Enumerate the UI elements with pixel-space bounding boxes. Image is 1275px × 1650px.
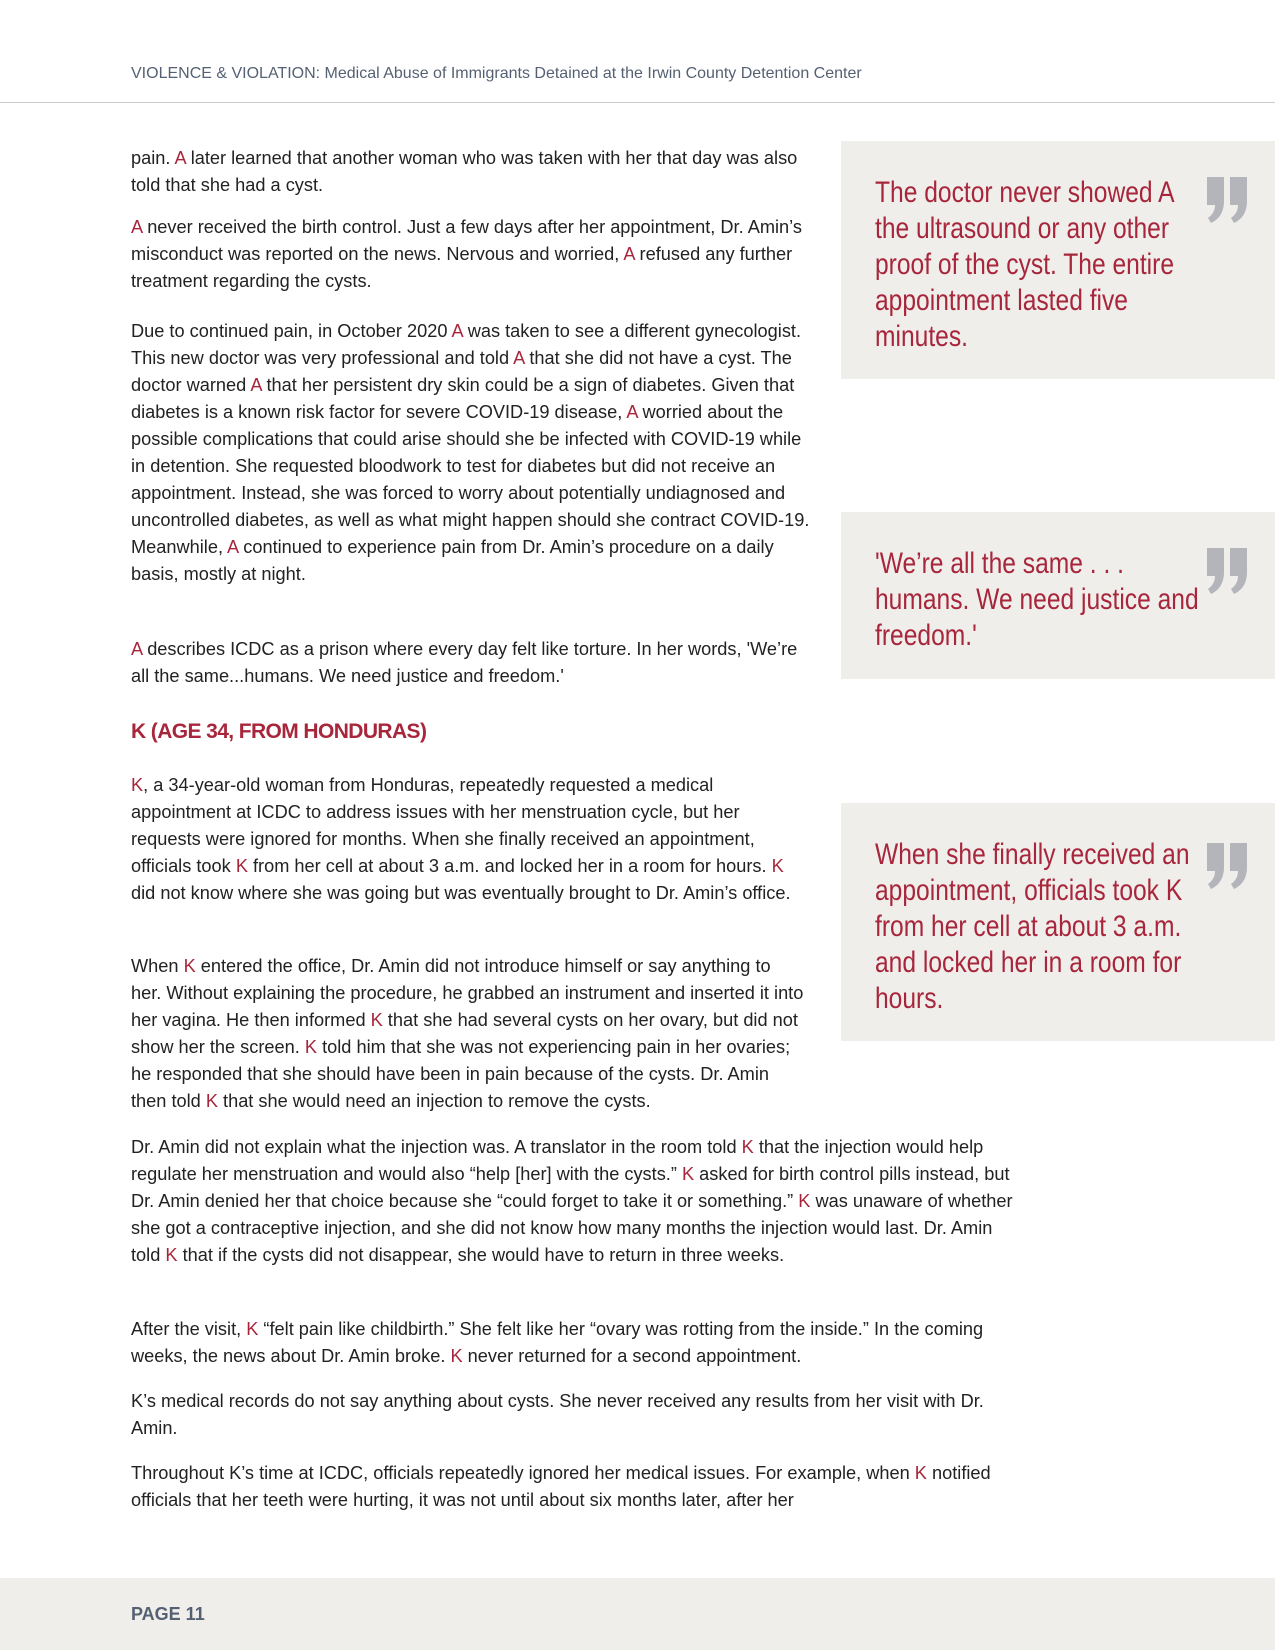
initial-k: K bbox=[246, 1319, 259, 1339]
paragraph-a-3 bbox=[131, 318, 811, 588]
pull-quote-text: When she finally received an appointment, officials took K from her cell at about 3 a.m. and locked her in a room for hours. bbox=[875, 838, 1190, 1015]
pull-quote-2 bbox=[841, 512, 1275, 679]
initial-a: A bbox=[451, 321, 463, 341]
text: When bbox=[131, 956, 184, 976]
paragraph-a-1 bbox=[131, 145, 806, 199]
initial-k: K bbox=[304, 1037, 318, 1057]
text: K’s medical records do not say anything about cysts. She never received any results from her visit with Dr. Amin. bbox=[131, 1391, 984, 1438]
text: “felt pain like childbirth.” She felt like her “ovary was rotting from the inside.” In the coming weeks, the news about Dr. Amin broke. bbox=[131, 1319, 984, 1366]
paragraph-k-2 bbox=[131, 953, 806, 1115]
page-header bbox=[0, 0, 1275, 103]
initial-a: A bbox=[250, 375, 262, 395]
initial-k: K bbox=[235, 856, 248, 876]
initial-a: A bbox=[131, 217, 143, 237]
page-number: PAGE 11 bbox=[131, 1604, 205, 1624]
text: describes ICDC as a prison where every day felt like torture. In her words, 'We’re all the same...humans. We need justice and freedom.' bbox=[131, 639, 798, 686]
text: never received the birth control. Just a few days after her appointment, Dr. Amin’s misconduct was reported on the news. Nervous and worried, bbox=[131, 217, 802, 264]
paragraph-a-4 bbox=[131, 636, 806, 690]
quote-mark-icon bbox=[1205, 548, 1249, 594]
paragraph-k-5 bbox=[131, 1388, 1016, 1442]
pull-quote-3 bbox=[841, 803, 1275, 1041]
paragraph-k-4 bbox=[131, 1316, 1016, 1370]
text: After the visit, bbox=[131, 1319, 247, 1339]
paragraph-k-3 bbox=[131, 1134, 1016, 1269]
text: did not know where she was going but was eventually brought to Dr. Amin’s office. bbox=[131, 883, 791, 903]
text: notified officials that her teeth were hurting, it was not until about six months later, after her bbox=[131, 1463, 991, 1510]
page-footer bbox=[0, 1578, 1275, 1650]
pull-quote-text: 'We’re all the same . . . humans. We need justice and freedom.' bbox=[875, 547, 1199, 652]
quote-mark-icon bbox=[1205, 177, 1249, 223]
text: Throughout K’s time at ICDC, officials repeatedly ignored her medical issues. For example, when bbox=[131, 1463, 915, 1483]
paragraph-k-6 bbox=[131, 1460, 1016, 1514]
initial-k: K bbox=[450, 1346, 463, 1366]
text: pain. bbox=[131, 148, 175, 168]
initial-k: K bbox=[914, 1463, 927, 1483]
initial-k: K bbox=[165, 1245, 178, 1265]
text: entered the office, Dr. Amin did not introduce himself or say anything to her. Without explaining the procedure, he grabbed an instrument and inserted it into her vagina. He then informed bbox=[131, 956, 804, 1030]
pull-quote-text: The doctor never showed A the ultrasound or any other proof of the cyst. The entire appointment lasted five minutes. bbox=[875, 176, 1175, 353]
quote-mark-icon bbox=[1205, 843, 1249, 889]
initial-a: A bbox=[131, 639, 143, 659]
initial-k: K bbox=[741, 1137, 754, 1157]
text: that she would need an injection to remove the cysts. bbox=[217, 1091, 651, 1111]
initial-k: K bbox=[681, 1164, 695, 1184]
text: from her cell at about 3 a.m. and locked her in a room for hours. bbox=[247, 856, 772, 876]
initial-k: K bbox=[771, 856, 784, 876]
text: later learned that another woman who was taken with her that day was also told that she had a cyst. bbox=[131, 148, 798, 195]
text: continued to experience pain from Dr. Amin’s procedure on a daily basis, mostly at night. bbox=[131, 537, 774, 584]
text: worried about the possible complications that could arise should she be infected with COVID-19 while in detention. She requested bloodwork to test for diabetes but did not receive an appointment. Instead, she was forced to worry about potentially undiagnosed and uncontrolled diabetes, as well as what might happen should she contract COVID-19. Meanwhile, bbox=[131, 402, 810, 557]
text: was taken to see a different gynecologist. This new doctor was very professional and told bbox=[131, 321, 802, 368]
text: was unaware of whether she got a contraceptive injection, and she did not know how many months the injection would last. Dr. Amin told bbox=[131, 1191, 1013, 1265]
initial-a: A bbox=[227, 537, 239, 557]
initial-k: K bbox=[205, 1091, 218, 1111]
initial-a: A bbox=[623, 244, 635, 264]
initial-a: A bbox=[174, 148, 186, 168]
paragraph-k-1 bbox=[131, 772, 806, 907]
text: that she did not have a cyst. The doctor warned bbox=[131, 348, 792, 395]
initial-k: K bbox=[183, 956, 196, 976]
text: asked for birth control pills instead, but Dr. Amin denied her that choice because she “could forget to take it or something.” bbox=[131, 1164, 1010, 1211]
text: told him that she was not experiencing pain in her ovaries; he responded that she should have been in pain because of the cysts. Dr. Amin then told bbox=[131, 1037, 791, 1111]
running-title: VIOLENCE & VIOLATION: Medical Abuse of Immigrants Detained at the Irwin County Detention Center bbox=[131, 65, 862, 82]
initial-k: K bbox=[370, 1010, 383, 1030]
text: refused any further treatment regarding the cysts. bbox=[131, 244, 793, 291]
pull-quote-1 bbox=[841, 141, 1275, 379]
initial-k: K bbox=[131, 775, 144, 795]
text: , a 34-year-old woman from Honduras, repeatedly requested a medical appointment at ICDC to address issues with her menstruation cycle, but her requests were ignored for months. When she finally received an appointment, officials took bbox=[131, 775, 755, 876]
initial-a: A bbox=[626, 402, 638, 422]
initial-k: K bbox=[798, 1191, 811, 1211]
text: that she had several cysts on her ovary, but did not show her the screen. bbox=[131, 1010, 798, 1057]
text: that the injection would help regulate her menstruation and would also “help [her] with the cysts.” bbox=[131, 1137, 984, 1184]
text: that if the cysts did not disappear, she would have to return in three weeks. bbox=[177, 1245, 785, 1265]
text: that her persistent dry skin could be a sign of diabetes. Given that diabetes is a known risk factor for severe COVID-19 disease, bbox=[131, 375, 795, 422]
text: Dr. Amin did not explain what the injection was. A translator in the room told bbox=[131, 1137, 742, 1157]
paragraph-a-2 bbox=[131, 214, 806, 295]
section-heading-k: K (AGE 34, FROM HONDURAS) bbox=[131, 720, 427, 743]
text: never returned for a second appointment. bbox=[462, 1346, 802, 1366]
text: Due to continued pain, in October 2020 bbox=[131, 321, 452, 341]
initial-a: A bbox=[513, 348, 525, 368]
